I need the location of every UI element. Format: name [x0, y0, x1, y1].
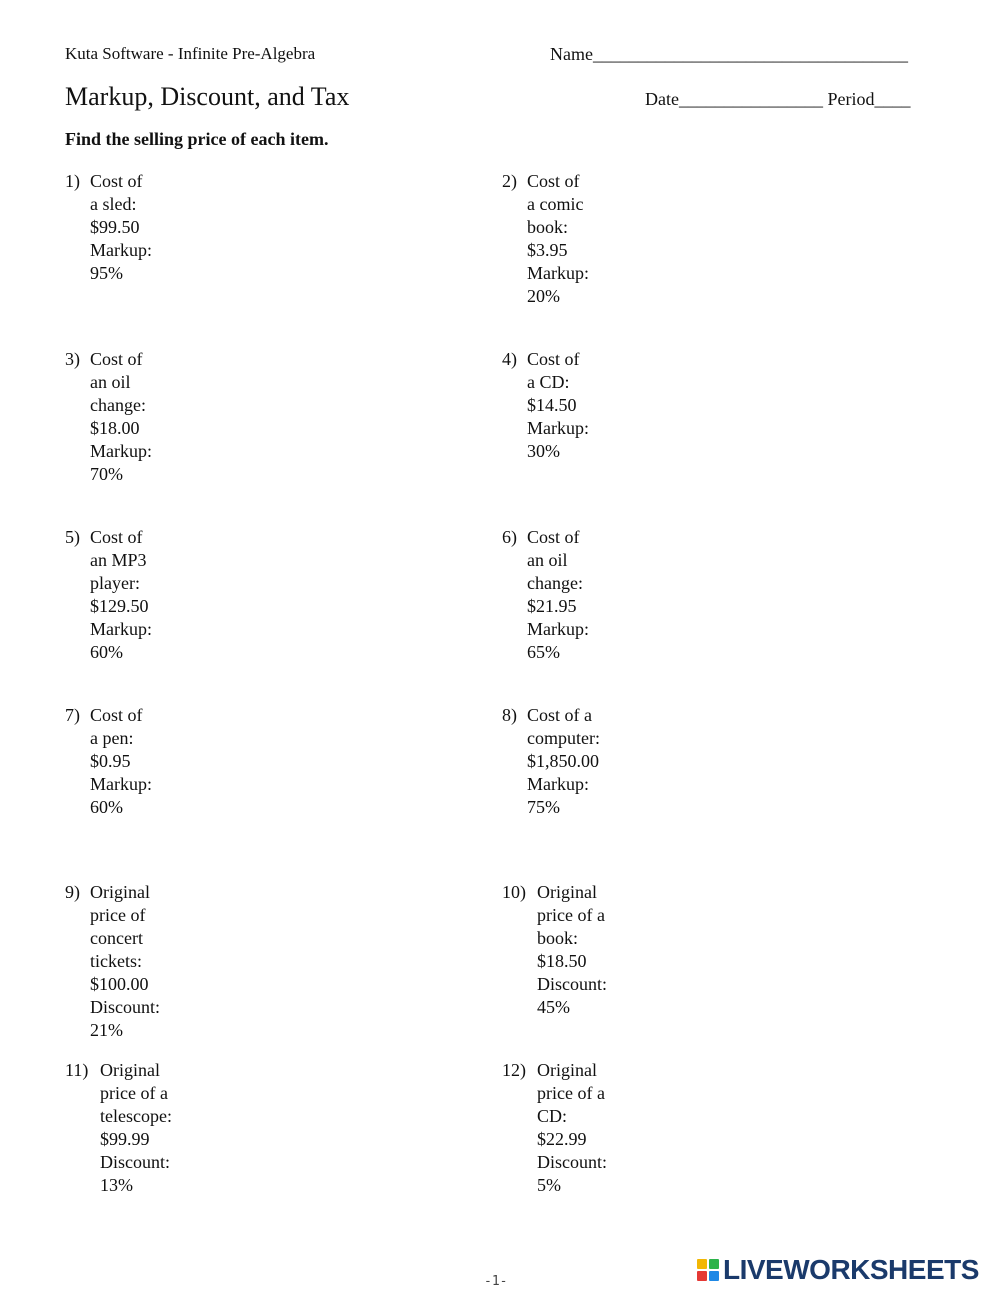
- problem-rate: Discount: 5%: [537, 1152, 607, 1195]
- date-period-line: Date________________ Period____: [645, 89, 911, 109]
- problem-cost: Original price of a book: $18.50: [537, 882, 605, 971]
- problem-cost: Cost of a computer: $1,850.00: [527, 705, 600, 771]
- problem-number: 4): [502, 349, 517, 369]
- logo-block: [709, 1259, 719, 1269]
- problem-rate: Markup: 30%: [527, 418, 589, 461]
- problem-number: 1): [65, 171, 80, 191]
- problem-number: 2): [502, 171, 517, 191]
- problem-rate: Markup: 75%: [527, 774, 589, 817]
- problem-rate: Markup: 20%: [527, 263, 589, 306]
- problem-number: 9): [65, 882, 80, 902]
- problem-cost: Original price of concert tickets: $100.00: [90, 882, 150, 994]
- problem-number: 5): [65, 527, 80, 547]
- problem-cost: Original price of a CD: $22.99: [537, 1060, 605, 1149]
- instructions: Find the selling price of each item.: [65, 129, 329, 149]
- liveworksheets-logo: [697, 1255, 979, 1285]
- worksheet-title: Markup, Discount, and Tax: [65, 82, 350, 111]
- problem-cost: Cost of an oil change: $18.00: [90, 349, 146, 438]
- problem-rate: Markup: 60%: [90, 774, 152, 817]
- publisher-line: Kuta Software - Infinite Pre-Algebra: [65, 44, 316, 63]
- problem-cost: Cost of an oil change: $21.95: [527, 527, 583, 616]
- logo-blocks-icon: [697, 1259, 719, 1281]
- problem-rate: Markup: 65%: [527, 619, 589, 662]
- problem-cost: Cost of an MP3 player: $129.50: [90, 527, 149, 616]
- problem-rate: Markup: 70%: [90, 441, 152, 484]
- problem-cost: Cost of a comic book: $3.95: [527, 171, 584, 260]
- logo-block: [709, 1271, 719, 1281]
- problem-number: 7): [65, 705, 80, 725]
- logo-text: LIVEWORKSHEETS: [723, 1254, 979, 1285]
- problem-rate: Markup: 60%: [90, 619, 152, 662]
- logo-block: [697, 1259, 707, 1269]
- problem-cost: Cost of a pen: $0.95: [90, 705, 143, 771]
- problem-rate: Markup: 95%: [90, 240, 152, 283]
- logo-block: [697, 1271, 707, 1281]
- problem-cost: Original price of a telescope: $99.99: [100, 1060, 172, 1149]
- problem-rate: Discount: 13%: [100, 1152, 170, 1195]
- page-number: -1-: [484, 1274, 508, 1289]
- name-field-line: Name___________________________________: [550, 44, 908, 64]
- problem-number: 10): [502, 882, 526, 902]
- problem-number: 12): [502, 1060, 526, 1080]
- problem-cost: Cost of a CD: $14.50: [527, 349, 580, 415]
- problem-number: 11): [65, 1060, 89, 1080]
- problem-rate: Discount: 21%: [90, 997, 160, 1040]
- problem-cost: Cost of a sled: $99.50: [90, 171, 143, 237]
- problem-rate: Discount: 45%: [537, 974, 607, 1017]
- problem-number: 8): [502, 705, 517, 725]
- problem-number: 3): [65, 349, 80, 369]
- problem-number: 6): [502, 527, 517, 547]
